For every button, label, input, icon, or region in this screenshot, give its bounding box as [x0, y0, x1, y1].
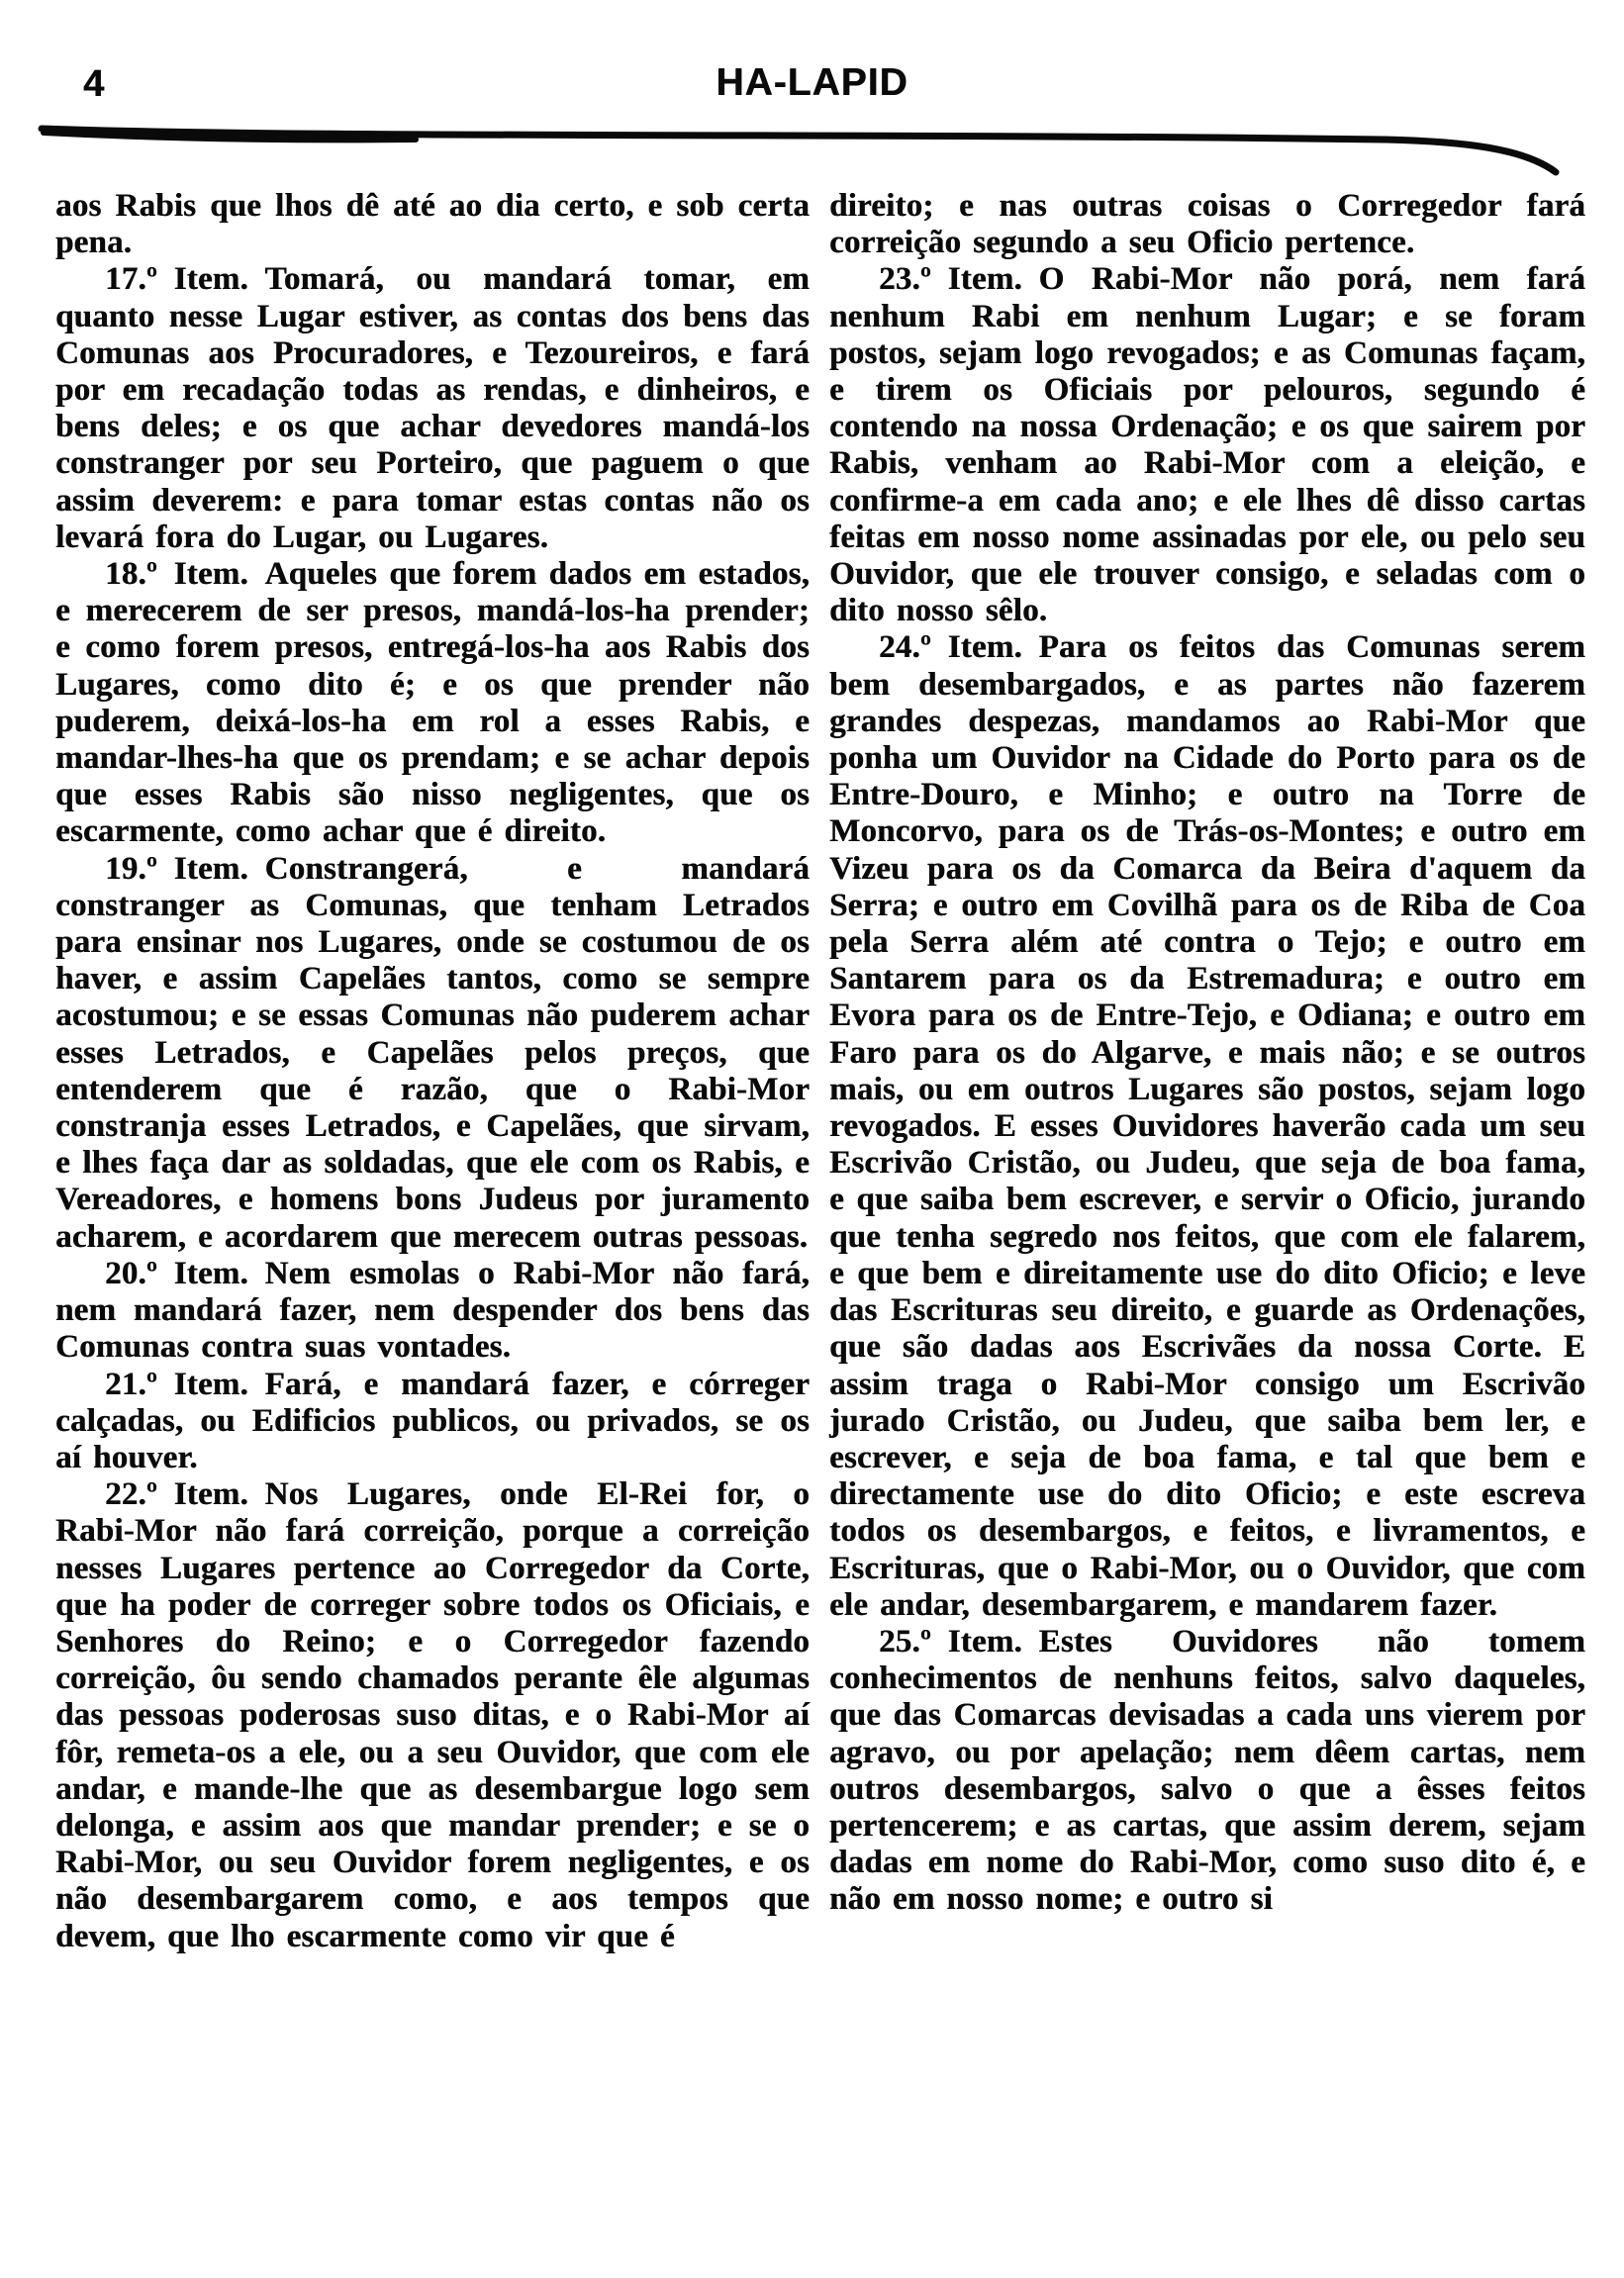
paragraph-item-25: 25.º Item. Estes Ouvidores não tomem conhecimentos de nenhuns feitos, salvo daqueles, que das Comarcas devisadas a cada uns vierem por agravo, ou por apelação; nem dêem cartas, nem outros desembargos, salvo o que a êsses feitos pertencerem; e as cartas, que assim derem, sejam dadas em nome do Rabi-Mor, como suso dito é, e não em nosso nome; e outro si	[829, 1623, 1585, 1918]
paragraph-item-21: 21.º Item. Fará, e mandará fazer, e córreger calçadas, ou Edificios publicos, ou privados, se os aí houver.	[55, 1366, 810, 1475]
paragraph-item-23: 23.º Item. O Rabi-Mor não porá, nem fará nenhum Rabi em nenhum Lugar; e se foram postos, sejam logo revogados; e as Comunas façam, e tirem os Oficiais por pelouros, segundo é contendo na nossa Ordenação; e os que sairem por Rabis, venham ao Rabi-Mor com a eleição, e confirme-a em cada ano; e ele lhes dê disso cartas feitas em nosso nome assinadas por ele, ou pelo seu Ouvidor, que ele trouver consigo, e seladas com o dito nosso sêlo.	[829, 261, 1585, 629]
paragraph-item-17: 17.º Item. Tomará, ou mandará tomar, em quanto nesse Lugar estiver, as contas dos bens das Comunas aos Procuradores, e Tezoureiros, e fará por em recadação todas as rendas, e dinheiros, e bens deles; e os que achar devedores mandá-los constranger por seu Porteiro, que paguem o que assim deverem: e para tomar estas contas não os levará fora do Lugar, ou Lugares.	[55, 261, 810, 555]
paragraph-continuation-item-22: direito; e nas outras coisas o Corregedor fará correição segundo a seu Oficio pertence.	[829, 188, 1585, 261]
page-number: 4	[83, 63, 106, 105]
paragraph-item-22: 22.º Item. Nos Lugares, onde El-Rei for, o Rabi-Mor não fará correição, porque a correição nesses Lugares pertence ao Corregedor da Corte, que ha poder de correger sobre todos os Oficiais, e Senhores do Reino; e o Corregedor fazendo correição, ôu sendo chamados perante êle algumas das pessoas poderosas suso ditas, e o Rabi-Mor aí fôr, remeta-os a ele, ou a seu Ouvidor, que com ele andar, e mande-lhe que as desembargue logo sem delonga, e assim aos que mandar prender; e se o Rabi-Mor, ou seu Ouvidor forem negligentes, e os não desembargarem como, e aos tempos que devem, que lho escarmente como vir que é	[55, 1476, 810, 1954]
paragraph-item-18: 18.º Item. Aqueles que forem dados em estados, e merecerem de ser presos, mandá-los-ha prender; e como forem presos, entregá-los-ha aos Rabis dos Lugares, como dito é; e os que prender não puderem, deixá-los-ha em rol a esses Rabis, e mandar-lhes-ha que os prendam; e se achar depois que esses Rabis são nisso negligentes, que os escarmente, como achar que é direito.	[55, 556, 810, 850]
paragraph-item-24: 24.º Item. Para os feitos das Comunas serem bem desembargados, e as partes não fazerem grandes despezas, mandamos ao Rabi-Mor que ponha um Ouvidor na Cidade do Porto para os de Entre-Douro, e Minho; e outro na Torre de Moncorvo, para os de Trás-os-Montes; e outro em Vizeu para os da Comarca da Beira d'aquem da Serra; e outro em Covilhã para os de Riba de Coa pela Serra além até contra o Tejo; e outro em Santarem para os da Estremadura; e outro em Evora para os de Entre-Tejo, e Odiana; e outro em Faro para os do Algarve, e mais não; e se outros mais, ou em outros Lugares são postos, sejam logo revogados. E esses Ouvidores haverão cada um seu Escrivão Cristão, ou Judeu, que seja de boa fama, e que saiba bem escrever, e servir o Oficio, jurando que tenha segredo nos feitos, que com ele falarem, e que bem e direitamente use do dito Oficio; e leve das Escrituras seu direito, e guarde as Ordenações, que são dadas aos Escrivães da nossa Corte. E assim traga o Rabi-Mor consigo um Escrivão jurado Cristão, ou Judeu, que saiba bem ler, e escrever, e seja de boa fama, e tal que bem e directamente use do dito Oficio; e este escreva todos os desembargos, e feitos, e livramentos, e Escrituras, que o Rabi-Mor, ou o Ouvidor, que com ele andar, desembargarem, e mandarem fazer.	[829, 629, 1585, 1623]
paragraph-continuation-prev-page: aos Rabis que lhos dê até ao dia certo, e sob certa pena.	[55, 188, 810, 261]
text-column-right	[829, 188, 1585, 1919]
page-title: HA-LAPID	[716, 61, 908, 104]
text-column-left	[55, 188, 810, 1955]
paragraph-item-19: 19.º Item. Constrangerá, e mandará constranger as Comunas, que tenham Letrados para ensinar nos Lugares, onde se costumou de os haver, e assim Capelães tantos, como se sempre acostumou; e se essas Comunas não puderem achar esses Letrados, e Capelães pelos preços, que entenderem que é razão, que o Rabi-Mor constranja esses Letrados, e Capelães, que sirvam, e lhes faça dar as soldadas, que ele com os Rabis, e Vereadores, e homens bons Judeus por juramento acharem, e acordarem que merecem outras pessoas.	[55, 850, 810, 1255]
paragraph-item-20: 20.º Item. Nem esmolas o Rabi-Mor não fará, nem mandará fazer, nem despender dos bens das Comunas contra suas vontades.	[55, 1255, 810, 1366]
